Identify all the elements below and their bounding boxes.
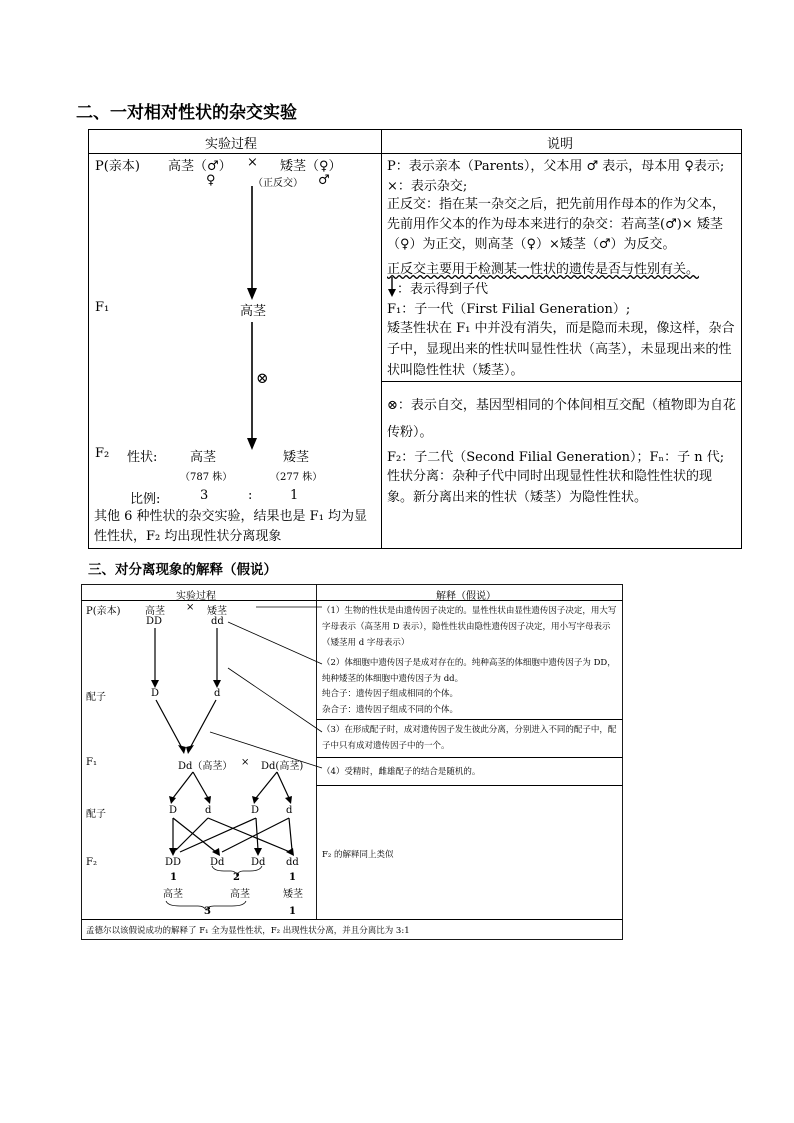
exp-parent: P：表示亲本（Parents），父本用 ♂ 表示，母本用 ♀表示; [387, 159, 725, 174]
section2-heading: 二、一对相对性状的杂交实验 [76, 103, 297, 123]
s3-gamete-label: 配子 [86, 692, 106, 703]
s3-pheno-short: 矮茎 [283, 889, 303, 900]
s3-f1-cross: × [241, 757, 250, 768]
exp-f1: F₁：子一代（First Filial Generation）; [387, 302, 631, 317]
f2-short-count: （277 株） [270, 472, 323, 483]
f2-tall: 高茎 [190, 450, 217, 465]
s3-p-dd: dd [211, 616, 224, 627]
exp-cross: ×：表示杂交; [387, 179, 468, 194]
p-cross-symbol: × [247, 155, 258, 170]
s3-f2-Dd-2: Dd [251, 857, 266, 868]
exp-self-cross: ⊗：表示自交，基因型相同的个体间相互交配（植物即为自花传粉）。 [387, 398, 736, 440]
f1-trait: 高茎 [240, 304, 267, 319]
s3-gamete2-3: D [251, 805, 260, 816]
self-cross-symbol: ⊗ [256, 369, 269, 387]
s3-p-DD: DD [146, 616, 163, 627]
s3-p-tall: 高茎 [145, 606, 165, 617]
s3-count-2: 2 [233, 872, 240, 883]
exp-reciprocal: 正反交：指在某一杂交之后，把先前用作母本的作为父本，先前用作父本的作为母本来进行的杂交：若高茎(♂)× 矮茎（♀）为正交，则高茎（♀）×矮茎（♂）为反交。 [387, 197, 726, 252]
exp-segregation: 性状分离：杂种子代中同时出现显性性状和隐性性状的现象。新分离出来的性状（矮茎）为隐性性状。 [387, 469, 713, 505]
exp-dominant-recessive: 矮茎性状在 F₁ 中并没有消失，而是隐而未现，像这样，杂合子中，显现出来的性状叫显性性状（高茎），未显现出来的性状叫隐性性状（矮茎）。 [387, 321, 735, 378]
f2-label: F₂ [95, 446, 110, 461]
p-male-symbol: ♂ [318, 173, 330, 188]
s3-pheno-tall-2: 高茎 [230, 889, 250, 900]
s3-f1-a: Dd（高茎） [178, 761, 233, 772]
s3-gamete2-label: 配子 [86, 809, 106, 820]
other-traits-note: 其他 6 种性状的杂交实验，结果也是 F₁ 均为显性性状，F₂ 均出现性状分离现象 [94, 509, 368, 544]
s3-exp-3: （3）在形成配子时，成对遗传因子发生彼此分离，分别进入不同的配子中，配子中只有成对遗传因子中的一个。 [322, 725, 617, 751]
ratio-1: 1 [290, 488, 299, 503]
s3-gamete2-2: d [205, 805, 212, 816]
s3-exp-heterozygote: 杂合子：遗传因子组成不同的个体。 [322, 705, 459, 715]
s3-sum-1: 1 [289, 906, 296, 917]
section3-heading: 三、对分离现象的解释（假说） [88, 562, 277, 578]
s3-f1-label: F₁ [86, 757, 97, 768]
s3-f1-b: Dd(高茎) [261, 761, 304, 772]
s3-exp-homozygote: 纯合子：遗传因子组成相同的个体。 [322, 689, 459, 699]
s3-gamete-D: D [151, 688, 160, 699]
f2-tall-count: （787 株） [180, 472, 233, 483]
ratio-colon: : [248, 488, 253, 503]
p-reciprocal-note: （正反交） [253, 178, 303, 189]
s3-exp-2: （2）体细胞中遗传因子是成对存在的。纯种高茎的体细胞中遗传因子为 DD，纯种矮茎的体细胞中遗传因子为 dd。 [322, 658, 616, 684]
s3-exp-4: （4）受精时，雌雄配子的结合是随机的。 [322, 767, 481, 777]
s3-count-1a: 1 [170, 872, 177, 883]
exp-reciprocal-use: 正反交主要用于检测某一性状的遗传是否与性别有关。 [387, 262, 700, 277]
col-header-process-3: 实验过程 [176, 591, 216, 602]
f1-label: F₁ [95, 300, 110, 315]
s3-pheno-tall-1: 高茎 [163, 889, 183, 900]
s3-conclusion: 孟德尔以该假说成功的解释了 F₁ 全为显性性状，F₂ 出现性状分离，并且分离比为 3:1 [86, 926, 410, 936]
ratio-3: 3 [200, 488, 209, 503]
s3-p-cross: × [186, 602, 195, 613]
s3-f2-dd: dd [286, 857, 299, 868]
s3-p-short: 矮茎 [207, 606, 227, 617]
col-header-process: 实验过程 [205, 137, 258, 152]
s3-count-1b: 1 [289, 872, 296, 883]
p-tall-male: 高茎（♂） [168, 159, 232, 174]
s3-exp-1: （1）生物的性状是由遗传因子决定的。显性性状由显性遗传因子决定，用大写字母表示（高茎用 D 表示），隐性性状由隐性遗传因子决定，用小写字母表示（矮茎用 d 字母表示） [322, 606, 617, 648]
f2-short: 矮茎 [283, 450, 310, 465]
s3-sum-3: 3 [204, 906, 211, 917]
s3-f2-label: F₂ [86, 857, 97, 868]
s3-f2-DD: DD [165, 857, 182, 868]
exp-f2: F₂：子二代（Second Filial Generation）；Fₙ：子 n 代; [387, 450, 725, 465]
s3-p-label: P(亲本) [86, 606, 121, 617]
p-parent-label: P(亲本) [95, 159, 140, 174]
s3-gamete-d: d [214, 688, 221, 699]
ratio-label: 比例: [130, 492, 161, 507]
exp-arrow-meaning: ：表示得到子代 [397, 282, 489, 297]
s3-gamete2-1: D [169, 805, 178, 816]
f2-traits-label: 性状: [127, 450, 158, 465]
col-header-explanation: 说明 [547, 137, 574, 152]
p-short-female: 矮茎（♀） [280, 159, 342, 174]
p-female-symbol: ♀ [206, 173, 216, 188]
s3-exp-5: F₂ 的解释同上类似 [322, 850, 394, 860]
col-header-hypothesis: 解释（假说） [436, 591, 496, 602]
s3-f2-Dd-1: Dd [210, 857, 225, 868]
s3-gamete2-4: d [286, 805, 293, 816]
